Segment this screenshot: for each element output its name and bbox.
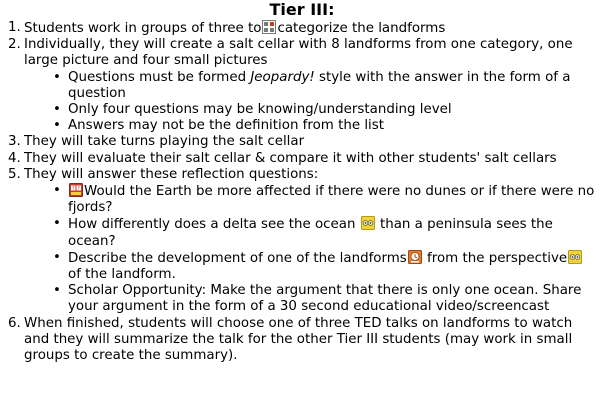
- sub-list: [24, 183, 596, 316]
- perspective-icon: [568, 250, 582, 264]
- sub-item-text: Answers may not be the definition from the list: [68, 118, 385, 134]
- sub-item: [68, 102, 596, 118]
- sub-item: [68, 183, 596, 216]
- sub-item-text: Questions must be formed: [68, 69, 251, 85]
- jeopardy-text: Jeopardy!: [250, 69, 315, 85]
- page-title: Tier III:: [269, 0, 335, 19]
- sub-item-text: style with the answer in the form of a question: [68, 69, 571, 101]
- list-item-1: [8, 20, 596, 37]
- instruction-list: [8, 20, 596, 364]
- group-work-icon: [262, 20, 276, 34]
- item-text: categorize the landforms: [277, 21, 446, 36]
- list-item-6: [8, 316, 596, 365]
- sub-item-text: of the landform.: [68, 267, 176, 283]
- item-text: Students work in groups of three to: [24, 21, 262, 36]
- svg-text:?: ?: [77, 185, 81, 192]
- item-text: Individually, they will create a salt cellar with 8 landforms from one category, one large picture and four small pictures: [24, 37, 573, 69]
- item-text: They will take turns playing the salt cellar: [24, 134, 305, 150]
- sub-item-text: How differently does a delta see the ocean: [68, 217, 360, 233]
- sub-item: [68, 283, 596, 315]
- item-number: 1.: [8, 20, 21, 35]
- item-number: 5.: [8, 166, 21, 182]
- sub-item-text: Describe the development of one of the landforms: [68, 250, 407, 266]
- list-item-5: [8, 167, 596, 316]
- development-icon: [408, 250, 422, 264]
- sub-list: [24, 70, 596, 135]
- list-item-2: [8, 37, 596, 134]
- item-text: They will answer these reflection questions:: [24, 166, 319, 182]
- list-item-4: [8, 151, 596, 167]
- sub-item-text: than a peninsula sees the ocean?: [68, 217, 553, 249]
- document-body: [8, 20, 596, 364]
- item-number: 6.: [8, 315, 21, 331]
- sub-item-text: Only four questions may be knowing/understanding level: [68, 102, 452, 118]
- perspective-icon: [361, 216, 375, 230]
- svg-text:?: • ?: [71, 185, 75, 192]
- question-cards-icon: [69, 183, 83, 197]
- item-number: 2.: [8, 37, 21, 53]
- sub-item-text: Scholar Opportunity: Make the argument that there is only one ocean. Share your argument in the form of a 30 second educational video/screencast: [68, 283, 582, 315]
- sub-item-text: Would the Earth be more affected if there were no dunes or if there were no fjords?: [68, 184, 595, 216]
- sub-item: [68, 70, 596, 102]
- item-text: They will evaluate their salt cellar & compare it with other students' salt cellars: [24, 150, 557, 166]
- item-number: 3.: [8, 134, 21, 150]
- sub-item: [68, 250, 596, 283]
- list-item-3: [8, 134, 596, 150]
- item-text: When finished, students will choose one of three TED talks on landforms to watch and they will summarize the talk for the other Tier III students (may work in small groups to create the summary).: [24, 315, 573, 364]
- sub-item-text: from the perspective: [422, 250, 568, 266]
- sub-item: [68, 118, 596, 134]
- item-number: 4.: [8, 150, 21, 166]
- sub-item: [68, 216, 596, 249]
